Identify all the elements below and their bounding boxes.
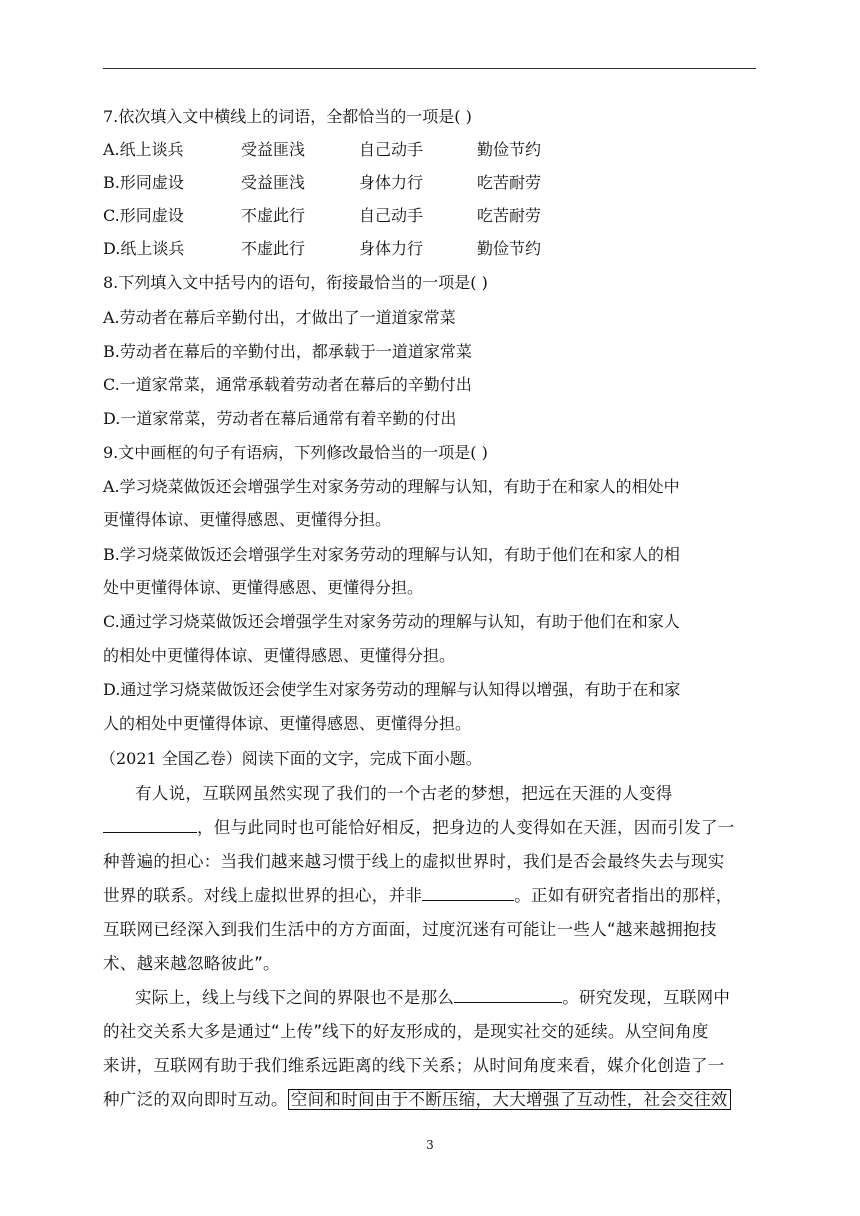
passage-p1-line3: 种普遍的担心：当我们越来越习惯于线上的虚拟世界时，我们是否会最终失去与现实 (103, 852, 725, 871)
q9-option-d: D.通过学习烧菜做饭还会使学生对家务劳动的理解与认知得以增强，有助于在和家 (103, 680, 681, 699)
q9-option-b-cont: 处中更懂得体谅、更懂得感恩、更懂得分担。 (103, 578, 424, 597)
passage-p1-line4: 世界的联系。对线上虚拟世界的担心，并非 。正如有研究者指出的那样， (103, 886, 733, 905)
passage-p2-line1: 实际上，线上与线下之间的界限也不是那么 。研究发现，互联网中 (135, 988, 731, 1007)
boxed-sentence: 空间和时间由于不断压缩，大大增强了互动性，社会交往效 (288, 1089, 731, 1110)
q9-option-d-cont: 人的相处中更懂得体谅、更懂得感恩、更懂得分担。 (103, 714, 472, 733)
header-rule (103, 68, 756, 69)
q8-option-d: D.一道家常菜，劳动者在幕后通常有着辛勤的付出 (103, 409, 457, 428)
passage-p2-line3: 来讲，互联网有助于我们维系远距离的线下关系；从时间角度来看，媒介化创造了一 (103, 1056, 725, 1075)
passage-p2-line4: 种广泛的双向即时互动。 空间和时间由于不断压缩，大大增强了互动性，社会交往效 (103, 1090, 731, 1110)
passage-p1-line6: 术、越来越忽略彼此”。 (103, 954, 280, 973)
page-number: 3 (426, 1138, 434, 1152)
q7-stem: 7.依次填入文中横线上的词语，全都恰当的一项是( ) (103, 107, 472, 126)
passage-intro: （2021 全国乙卷）阅读下面的文字，完成下面小题。 (100, 749, 482, 768)
q9-option-c-cont: 的相处中更懂得体谅、更懂得感恩、更懂得分担。 (103, 646, 456, 665)
q8-stem: 8.下列填入文中括号内的语句，衔接最恰当的一项是( ) (103, 273, 488, 292)
q9-stem: 9.文中画框的句子有语病，下列修改最恰当的一项是( ) (103, 443, 488, 462)
fill-blank-1[interactable] (103, 818, 197, 833)
passage-p1-line2: ，但与此同时也可能恰好相反，把身边的人变得如在天涯，因而引发了一 (103, 818, 735, 838)
q9-option-a: A.学习烧菜做饭还会增强学生对家务劳动的理解与认知，有助于在和家人的相处中 (103, 477, 680, 496)
q7-option-c: C.形同虚设 不虚此行 自己动手 吃苦耐劳 (103, 206, 542, 225)
q8-option-c: C.一道家常菜，通常承载着劳动者在幕后的辛勤付出 (103, 375, 472, 394)
q7-option-b: B.形同虚设 受益匪浅 身体力行 吃苦耐劳 (103, 173, 542, 192)
q9-option-c: C.通过学习烧菜做饭还会增强学生对家务劳动的理解与认知，有助于他们在和家人 (103, 612, 680, 631)
q8-option-b: B.劳动者在幕后的辛勤付出，都承载于一道道家常菜 (103, 342, 472, 361)
fill-blank-3[interactable] (454, 988, 562, 1003)
fill-blank-2[interactable] (422, 886, 514, 901)
q8-option-a: A.劳动者在幕后辛勤付出，才做出了一道道家常菜 (103, 308, 456, 327)
q7-option-a: A.纸上谈兵 受益匪浅 自己动手 勤俭节约 (103, 140, 542, 159)
q9-option-b: B.学习烧菜做饭还会增强学生对家务劳动的理解与认知，有助于他们在和家人的相 (103, 545, 680, 564)
passage-p2-line2: 的社交关系大多是通过“上传”线下的好友形成的，是现实社交的延续。从空间角度 (103, 1022, 709, 1041)
q9-option-a-cont: 更懂得体谅、更懂得感恩、更懂得分担。 (103, 510, 392, 529)
passage-p1-line1: 有人说，互联网虽然实现了我们的一个古老的梦想，把远在天涯的人变得 (135, 784, 673, 803)
passage-p1-line5: 互联网已经深入到我们生活中的方方面面，过度沉迷有可能让一些人“越来越拥抱技 (103, 920, 717, 939)
q7-option-d: D.纸上谈兵 不虚此行 身体力行 勤俭节约 (103, 239, 542, 258)
